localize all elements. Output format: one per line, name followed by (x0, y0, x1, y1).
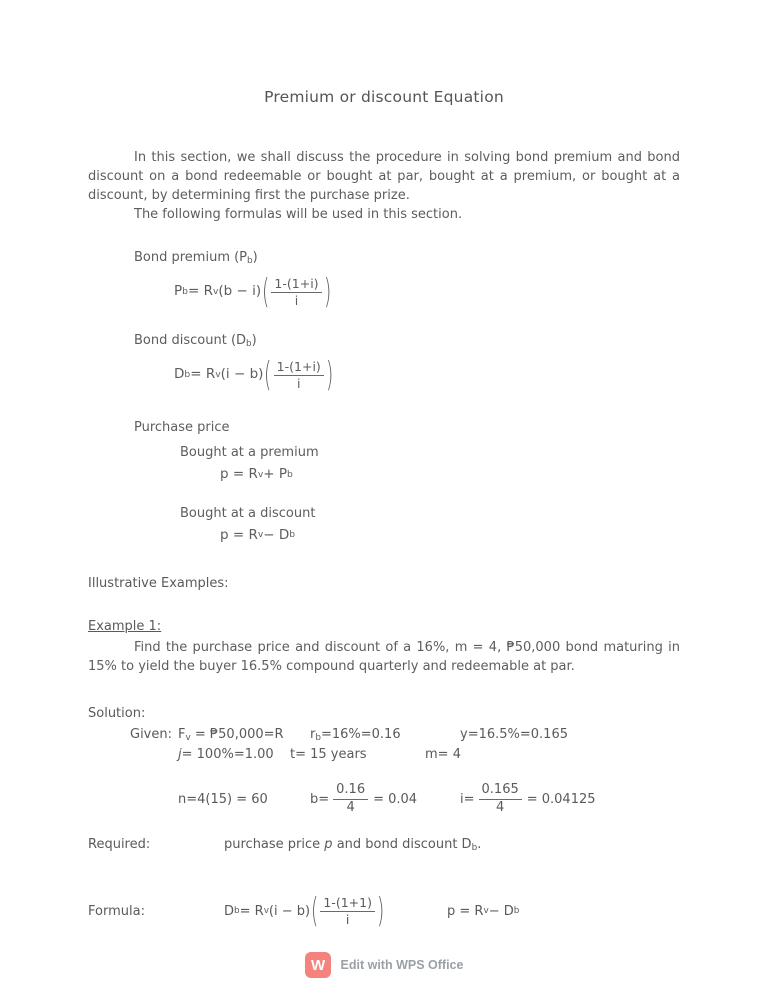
computed-n: n=4(15) = 60 (178, 791, 268, 807)
intro-paragraph: In this section, we shall discuss the procedure in solving bond premium and bond discount on a bond redeemable or bought at par, bought at a premium, or bought at a discount, by determining first the purchase prize. (88, 150, 680, 203)
required-row (88, 837, 680, 852)
bap-lhs: p = R (220, 466, 258, 482)
j-rest: = 100%=1.00 (181, 747, 274, 762)
formula-discount-denominator: i (345, 911, 350, 927)
discount-fraction-denominator: i (296, 375, 301, 391)
given-j (178, 745, 290, 765)
fv-value: = ₱50,000=R (190, 727, 284, 742)
premium-fraction (271, 277, 321, 308)
given-block (88, 725, 680, 765)
premium-fraction-denominator: i (294, 292, 299, 308)
bond-premium-formula: P b = R v (b − i) ( $\frac{1-(1+i)}{i}$ ) (174, 272, 331, 312)
fd-factor: (i − b) (268, 903, 311, 919)
computed-values-row (88, 783, 680, 815)
i-fraction-denominator: 4 (495, 799, 505, 815)
example1-heading-wrap (88, 591, 680, 634)
b-fraction (333, 783, 368, 815)
wps-office-watermark[interactable] (0, 952, 768, 978)
fp-mid: − D (488, 903, 514, 919)
given-t: t= 15 years (290, 747, 367, 762)
fv-sub: v (185, 732, 191, 743)
fd-eq: = R (239, 903, 264, 919)
given-row (88, 745, 680, 765)
solution-label: Solution: (88, 706, 146, 721)
bond-discount-label (134, 331, 680, 350)
bad-lhs: p = R (220, 526, 258, 543)
bond-discount-label-close: ) (251, 333, 257, 348)
given-fv (178, 725, 310, 745)
required-text-c: . (477, 837, 482, 853)
given-row (88, 725, 680, 745)
premium-eq: = R (187, 283, 213, 300)
bought-at-premium-formula: p = R v + P b (220, 466, 293, 482)
fv-lhs: F (178, 727, 186, 742)
b-lhs: b= (310, 791, 330, 807)
formula-discount-expression: D b = R v (i − b) ( $\frac{1-(1+1)}{i}$ ) (224, 891, 385, 932)
required-label: Required: (88, 837, 151, 853)
open-paren-icon: ( (311, 891, 319, 932)
close-paren-icon: ) (325, 355, 334, 395)
bond-premium-label-close: ) (252, 250, 258, 265)
bond-premium-label (134, 248, 680, 267)
given-label: Given: (130, 727, 172, 742)
illustrative-examples-label: Illustrative Examples: (88, 576, 229, 591)
bap-mid: + P (263, 466, 288, 482)
close-paren-icon: ) (323, 272, 331, 312)
formula-row (88, 891, 680, 932)
premium-fraction-numerator: 1-(1+i) (271, 277, 321, 293)
computed-i (460, 783, 596, 815)
b-fraction-numerator: 0.16 (333, 783, 368, 800)
bond-discount-label-sub: b (246, 338, 252, 349)
wps-logo-icon: W (305, 952, 331, 978)
b-result: = 0.04 (373, 791, 418, 807)
bond-premium-label-text: Bond premium (P (134, 250, 248, 265)
open-paren-icon: ( (264, 355, 272, 395)
b-fraction-denominator: 4 (346, 799, 355, 815)
required-text-sub: b (471, 843, 478, 854)
premium-factor: (b − i) (218, 283, 262, 300)
example1-heading: Example 1: (88, 619, 162, 634)
fd-lhs: D (224, 903, 235, 919)
bad-mid: − D (263, 526, 290, 543)
document-body (88, 0, 680, 932)
j-symbol: j (178, 747, 182, 762)
bought-at-discount-label: Bought at a discount (180, 505, 316, 521)
formula-discount-numerator: 1-(1+1) (320, 896, 375, 912)
i-fraction (479, 783, 522, 815)
bought-at-premium-label: Bought at a premium (180, 445, 319, 460)
discount-factor: (i − b) (220, 366, 264, 383)
discount-fraction-numerator: 1-(1+i) (274, 360, 324, 376)
i-result: = 0.04125 (526, 791, 596, 807)
purchase-price-heading: Purchase price (134, 420, 230, 435)
page-title: Premium or discount Equation (264, 88, 504, 106)
rb-sub: b (315, 732, 321, 743)
example1-text: Find the purchase price and discount of a 16%, m = 4, ₱50,000 bond maturing in 15% to yield the buyer 16.5% compound quarterly and redeemable at par. (88, 640, 680, 674)
given-y: y=16.5%=0.165 (460, 727, 568, 742)
formula-label: Formula: (88, 903, 145, 919)
wps-watermark-label: Edit with WPS Office (340, 958, 464, 972)
discount-fraction (274, 360, 324, 391)
rb-value: =16%=0.16 (320, 727, 401, 742)
computed-b (310, 783, 460, 815)
rb-lhs: r (310, 727, 316, 742)
fp-lhs: p = R (447, 903, 484, 919)
i-lhs: i= (460, 791, 475, 807)
bond-premium-label-sub: b (247, 255, 253, 266)
discount-lhs: D (174, 366, 185, 383)
required-text-b: and bond discount D (332, 837, 472, 853)
bond-discount-label-text: Bond discount (D (134, 333, 247, 348)
bond-discount-formula: D b = R v (i − b) ( $\frac{1-(1+i)}{i}$ ) (174, 355, 334, 395)
required-text (224, 837, 481, 852)
given-rb (310, 725, 460, 745)
required-text-p: p (324, 837, 333, 853)
formula-price-expression: p = R v − D b (447, 903, 520, 919)
close-paren-icon: ) (376, 891, 385, 932)
open-paren-icon: ( (262, 272, 270, 312)
formula-discount-fraction (320, 896, 375, 927)
required-text-a: purchase price (224, 837, 325, 853)
i-fraction-numerator: 0.165 (479, 783, 522, 800)
following-formulas-line: The following formulas will be used in this section. (134, 207, 463, 222)
bought-at-discount-formula: p = R v − D b (220, 526, 296, 543)
given-m: m= 4 (425, 747, 461, 762)
premium-lhs: P (174, 283, 183, 300)
discount-eq: = R (190, 366, 216, 383)
